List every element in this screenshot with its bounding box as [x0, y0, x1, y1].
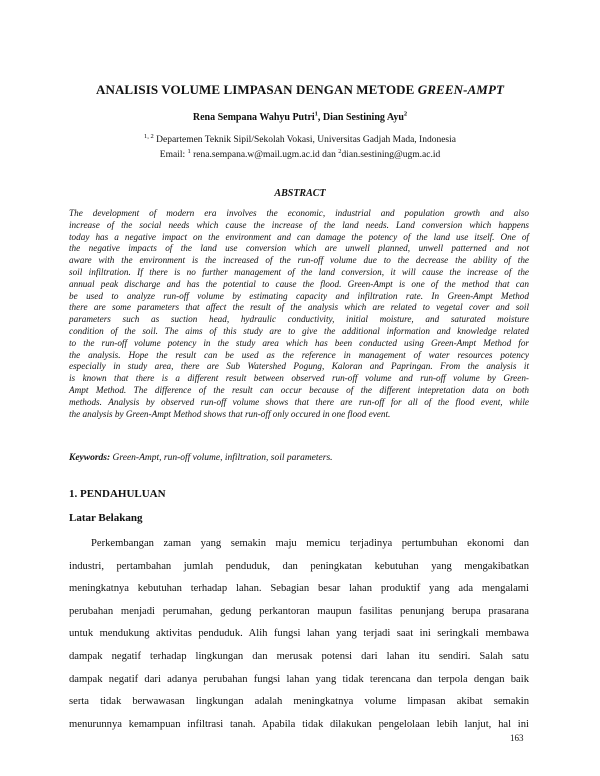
abstract-line: to the run-off volume potency in the study area which has been conducted using Green-Ampt Method for	[69, 337, 529, 348]
email-line	[0, 147, 600, 160]
abstract-line: The development of modern era involves the economic, industrial and population growth and also	[69, 208, 529, 218]
affiliation	[0, 132, 600, 145]
body-line: dampak negatif terhadap lingkungan dan merusak potensi dari lahan itu sendiri. Salah satu	[69, 650, 529, 662]
section-heading: 1. PENDAHULUAN	[69, 488, 166, 500]
abstract-line: annual peak discharge and has the potential to cause the flood. Green-Ampt is one of the method that can	[69, 278, 529, 289]
author-2: Dian Sestining Ayu	[322, 112, 404, 123]
paper-title	[0, 82, 600, 98]
email-1: rena.sempana.w@mail.ugm.ac.id dan	[190, 150, 339, 160]
abstract-body	[69, 208, 529, 420]
author-line	[0, 112, 600, 123]
abstract-line: the analysis. Hope the result can be used as the reference in management of water resources potency	[69, 349, 529, 360]
email-2-sup: 2	[338, 147, 342, 155]
abstract-line: today has a negative impact on the environment and can damage the potency of the land use itself. One of	[69, 231, 529, 242]
abstract-line: aware with the environment is the increased of the run-off volume due to the decrease the ability of the	[69, 255, 529, 266]
body-paragraph	[69, 533, 529, 736]
keywords-text: Green-Ampt, run-off volume, infiltration, soil parameters.	[110, 453, 333, 463]
title-text: ANALISIS VOLUME LIMPASAN DENGAN METODE	[95, 82, 418, 97]
subsection-heading: Latar Belakang	[69, 512, 143, 524]
abstract-line: Ampt Method. The difference of the result can occur because of the different intepretation data on both	[69, 384, 529, 395]
abstract-line: be used to analyze run-off volume by estimating capacity and infiltration rate. In Green-Ampt Method	[69, 290, 529, 301]
abstract-line: is known that there is a different result between observed run-off volume and run-off volume by Green-	[69, 373, 529, 384]
author-1: Rena Sempana Wahyu Putri	[192, 112, 315, 123]
keywords	[69, 453, 529, 463]
body-line: Perkembangan zaman yang semakin maju memicu terjadinya pertumbuhan ekonomi dan	[91, 538, 529, 549]
page-number: 163	[510, 733, 524, 743]
email-label: Email:	[159, 150, 188, 160]
keywords-label: Keywords:	[69, 453, 111, 463]
email-2: dian.sestining@ugm.ac.id	[341, 150, 441, 160]
abstract-line: the negative impacts of the land use conversion which are unwell planned, unwell patterned and not	[69, 243, 529, 254]
author-2-sup: 2	[403, 110, 408, 118]
abstract-line: the analysis by Green-Ampt Method shows that run-off only occured in one flood event.	[69, 408, 391, 419]
body-line: meningkatnya kebutuhan terhadap lahan. Sebagian besar lahan produktif yang ada mengalami	[69, 583, 529, 595]
body-line: perubahan menjadi perumahan, gedung perkantoran maupun fasilitas penunjang berupa prasarana	[69, 605, 529, 617]
author-separator: ,	[317, 112, 323, 123]
body-line: untuk mendukung aktivitas penduduk. Alih fungsi lahan yang terjadi saat ini seringkali membawa	[69, 628, 529, 640]
abstract-line: there are some parameters that affect the result of the analysis which are related to vegetal cover and soil	[69, 302, 529, 313]
title-italic-text: GREEN-AMPT	[417, 82, 505, 97]
body-line: serta tidak berwawasan lingkungan adalah meningkatnya volume limpasan akibat semakin	[69, 696, 529, 708]
abstract-line: especially in study area, there are Sub Watershed Pogung, Kaloran and Papringan. From the analysis it	[69, 361, 529, 372]
email-1-sup: 1	[187, 147, 191, 155]
affiliation-text: Departemen Teknik Sipil/Sekolah Vokasi, Universitas Gadjah Mada, Indonesia	[156, 135, 456, 145]
abstract-line: parameters such as suction head, hydraulic conductivity, initial moisture, and saturated moisture	[69, 314, 529, 325]
author-1-sup: 1	[314, 110, 318, 118]
body-line: dampak negatif dari adanya perubahan fungsi lahan yang tidak terencana dan terpola dengan baik	[69, 673, 529, 685]
abstract-line: increase of the social needs which cause the increase of the land needs. Land conversion which happens	[69, 219, 529, 230]
body-line: menurunnya kemampuan infiltrasi tanah. Apabila tidak dilakukan pengelolaan lebih lanjut, hal ini	[69, 718, 529, 730]
abstract-heading: ABSTRACT	[274, 188, 326, 199]
affiliation-sup: 1, 2	[144, 132, 154, 140]
abstract-line: soil infiltration. If there is no further management of the land conversion, it will cause the increase of the	[69, 266, 529, 277]
body-line: industri, pertambahan jumlah penduduk, dan peningkatan kebutuhan yang mengakibatkan	[69, 560, 529, 572]
abstract-line: condition of the soil. The aims of this study are to give the additional information and knowledge related	[69, 325, 529, 336]
abstract-line: methods. Analysis by observed run-off volume shows that there are run-off for all of the flood event, while	[69, 396, 529, 407]
